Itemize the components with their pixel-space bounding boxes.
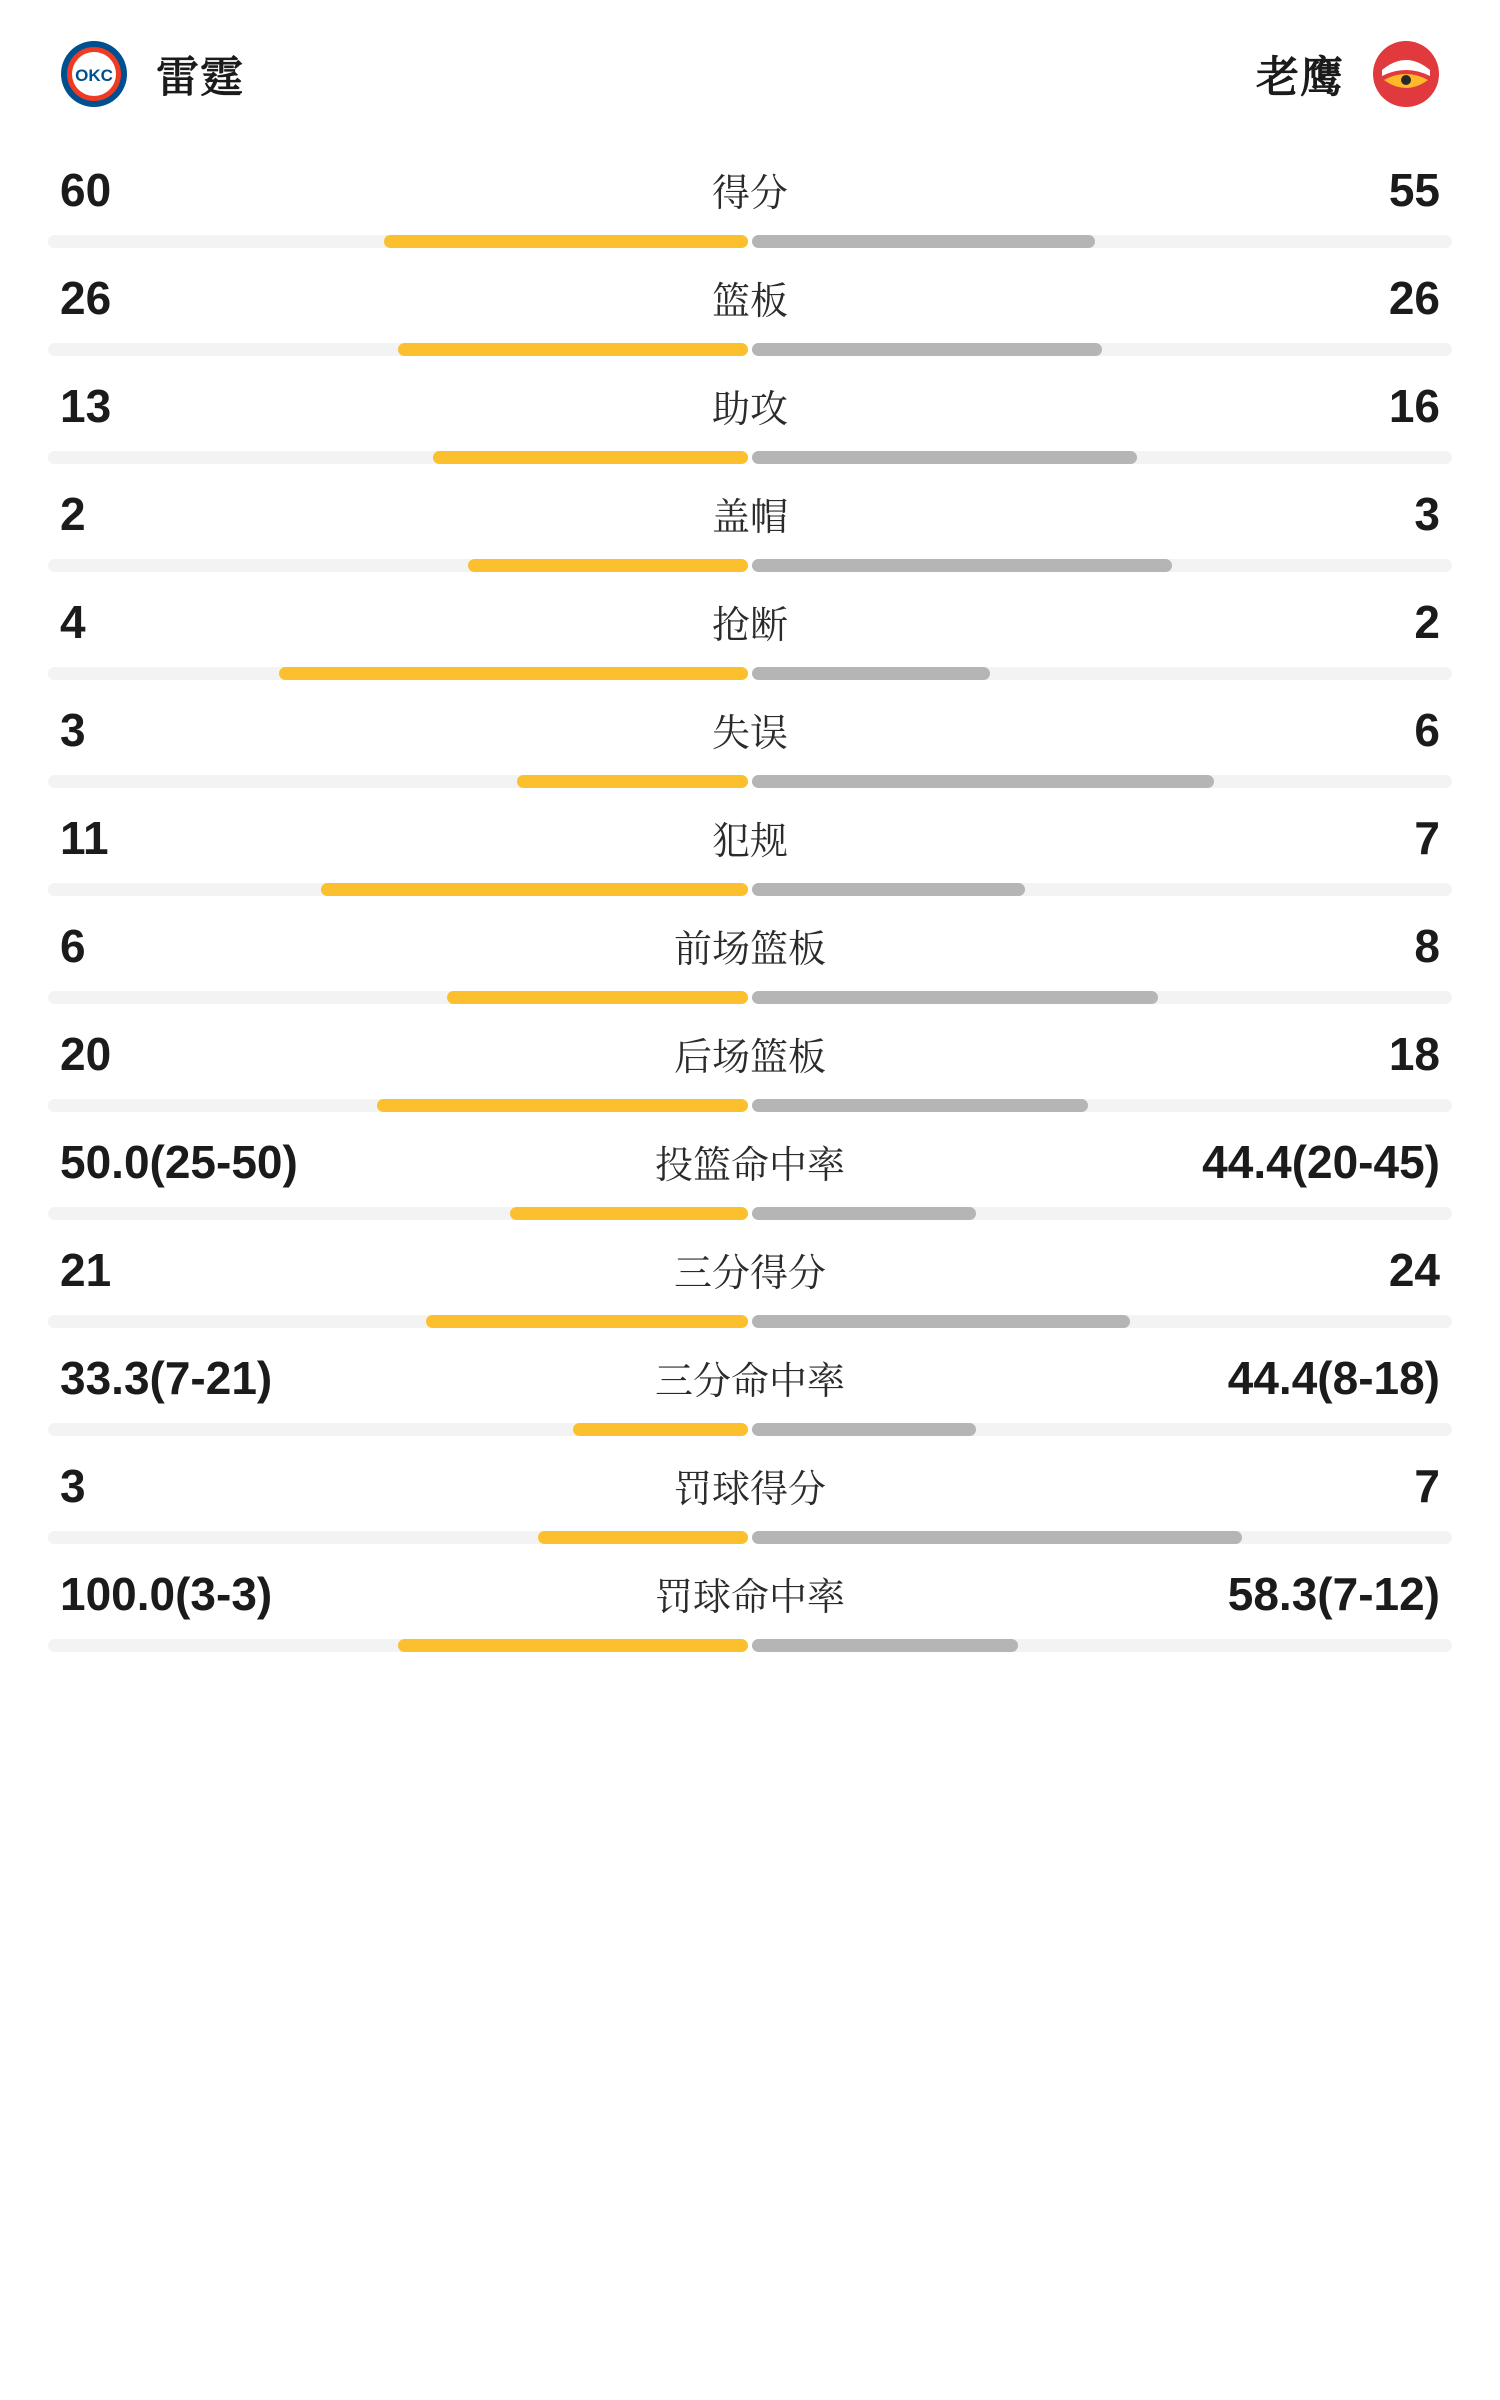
stat-label: 三分命中率	[654, 1361, 845, 1403]
stat-right-value: 24	[1388, 1244, 1440, 1296]
stat-values	[48, 918, 1452, 973]
stat-bars	[48, 343, 1452, 356]
stat-label: 罚球得分	[673, 1469, 826, 1511]
stat-values	[48, 162, 1452, 217]
stat-bar-fill-right	[752, 1639, 1018, 1652]
stat-values	[48, 1566, 1452, 1621]
stat-label: 失误	[711, 713, 788, 755]
stat-bar-fill-right	[752, 451, 1137, 464]
stat-right-value: 8	[1414, 920, 1440, 972]
stat-right-value: 26	[1388, 272, 1440, 324]
stat-bars	[48, 1207, 1452, 1220]
svg-text:OKC: OKC	[75, 66, 113, 85]
stat-label: 后场篮板	[673, 1037, 826, 1079]
stat-row	[48, 472, 1452, 580]
stat-bar-track-right	[752, 667, 1452, 680]
stat-bar-fill-right	[752, 991, 1158, 1004]
stat-rows	[48, 148, 1452, 1660]
stat-bar-track-left	[48, 343, 748, 356]
thunder-logo-icon	[60, 40, 128, 108]
stat-values	[48, 1026, 1452, 1081]
stat-bars	[48, 559, 1452, 572]
stat-bar-fill-left	[398, 343, 748, 356]
stat-bar-track-right	[752, 1531, 1452, 1544]
stat-bar-fill-right	[752, 775, 1214, 788]
stat-bar-fill-right	[752, 235, 1095, 248]
stat-bars	[48, 1639, 1452, 1652]
stat-left-value: 50.0(25-50)	[60, 1136, 298, 1188]
stat-bar-track-right	[752, 343, 1452, 356]
stat-left-value: 2	[60, 488, 86, 540]
stat-values	[48, 378, 1452, 433]
stat-bar-fill-right	[752, 1423, 976, 1436]
stat-left-value: 6	[60, 920, 86, 972]
stat-bar-fill-left	[377, 1099, 748, 1112]
stat-values	[48, 1134, 1452, 1189]
stat-left-value: 21	[60, 1244, 112, 1296]
stat-bar-track-right	[752, 1315, 1452, 1328]
stat-values	[48, 702, 1452, 757]
stat-bar-track-left	[48, 991, 748, 1004]
stat-bar-track-left	[48, 1315, 748, 1328]
stat-left-value: 26	[60, 272, 112, 324]
stat-bars	[48, 451, 1452, 464]
stat-bars	[48, 1531, 1452, 1544]
stat-left-value: 100.0(3-3)	[60, 1568, 273, 1620]
stat-bar-fill-left	[447, 991, 748, 1004]
stat-bars	[48, 235, 1452, 248]
stat-bar-track-left	[48, 667, 748, 680]
stat-bar-track-right	[752, 1423, 1452, 1436]
stat-row	[48, 364, 1452, 472]
stat-bar-track-right	[752, 559, 1452, 572]
stat-right-value: 7	[1414, 812, 1440, 864]
stat-right-value: 44.4(8-18)	[1227, 1352, 1440, 1404]
stat-label: 罚球命中率	[654, 1577, 845, 1619]
stat-bar-fill-left	[279, 667, 748, 680]
stat-bars	[48, 991, 1452, 1004]
stat-bar-fill-left	[573, 1423, 748, 1436]
team-right[interactable]	[1256, 40, 1440, 108]
stat-left-value: 33.3(7-21)	[60, 1352, 273, 1404]
stat-bars	[48, 667, 1452, 680]
stat-left-value: 13	[60, 380, 112, 432]
stat-right-value: 55	[1388, 164, 1440, 216]
stat-bar-track-right	[752, 1207, 1452, 1220]
team-left-name: 雷霆	[156, 53, 244, 102]
stat-row	[48, 580, 1452, 688]
stat-bar-track-left	[48, 235, 748, 248]
stat-values	[48, 270, 1452, 325]
stat-row	[48, 796, 1452, 904]
stat-bar-fill-right	[752, 1531, 1242, 1544]
stat-bar-track-left	[48, 1207, 748, 1220]
stat-bar-fill-right	[752, 667, 990, 680]
stat-bar-track-left	[48, 883, 748, 896]
stat-left-value: 3	[60, 1460, 86, 1512]
stat-row	[48, 1336, 1452, 1444]
stat-left-value: 20	[60, 1028, 112, 1080]
stat-bar-fill-right	[752, 1207, 976, 1220]
team-right-name: 老鹰	[1256, 53, 1344, 102]
stat-bar-track-right	[752, 775, 1452, 788]
stat-label: 助攻	[711, 389, 788, 431]
stat-label: 投篮命中率	[654, 1145, 845, 1187]
matchup-header	[48, 0, 1452, 148]
stat-row	[48, 1012, 1452, 1120]
stat-right-value: 58.3(7-12)	[1227, 1568, 1440, 1620]
stat-row	[48, 1444, 1452, 1552]
stat-values	[48, 594, 1452, 649]
stat-bars	[48, 883, 1452, 896]
stat-values	[48, 1350, 1452, 1405]
stat-row	[48, 904, 1452, 1012]
stat-bar-track-left	[48, 1531, 748, 1544]
stat-bar-fill-left	[538, 1531, 748, 1544]
stat-bar-fill-left	[433, 451, 748, 464]
stat-label: 得分	[711, 173, 788, 215]
stat-row	[48, 1120, 1452, 1228]
stat-row	[48, 148, 1452, 256]
stat-values	[48, 1458, 1452, 1513]
stat-row	[48, 1552, 1452, 1660]
stat-right-value: 3	[1414, 488, 1440, 540]
stat-bar-track-right	[752, 991, 1452, 1004]
stat-bar-track-right	[752, 235, 1452, 248]
stat-row	[48, 1228, 1452, 1336]
stat-bars	[48, 1099, 1452, 1112]
stat-bar-fill-left	[384, 235, 748, 248]
stat-left-value: 60	[60, 164, 112, 216]
stat-bar-fill-right	[752, 1315, 1130, 1328]
stat-bar-fill-left	[426, 1315, 748, 1328]
stat-bar-track-left	[48, 775, 748, 788]
stat-right-value: 18	[1388, 1028, 1440, 1080]
stat-bar-track-left	[48, 451, 748, 464]
stat-right-value: 7	[1414, 1460, 1440, 1512]
stat-values	[48, 486, 1452, 541]
stat-left-value: 4	[60, 596, 86, 648]
stat-bars	[48, 1423, 1452, 1436]
stat-bar-fill-left	[321, 883, 748, 896]
stat-row	[48, 256, 1452, 364]
stat-right-value: 2	[1414, 596, 1440, 648]
stat-left-value: 11	[60, 812, 109, 864]
stat-bar-fill-right	[752, 883, 1025, 896]
stat-row	[48, 688, 1452, 796]
stat-right-value: 16	[1388, 380, 1440, 432]
stat-left-value: 3	[60, 704, 86, 756]
stat-label: 盖帽	[711, 497, 788, 539]
stat-bar-track-right	[752, 883, 1452, 896]
hawks-logo-icon	[1372, 40, 1440, 108]
stat-bar-fill-left	[398, 1639, 748, 1652]
stat-label: 前场篮板	[673, 929, 826, 971]
stat-bar-fill-left	[468, 559, 748, 572]
stat-bar-track-left	[48, 1099, 748, 1112]
stat-bar-track-left	[48, 559, 748, 572]
stat-label: 篮板	[711, 281, 788, 323]
stat-bar-fill-left	[517, 775, 748, 788]
stat-bar-track-right	[752, 1639, 1452, 1652]
stat-bar-fill-right	[752, 343, 1102, 356]
stat-label: 犯规	[711, 821, 788, 863]
stat-bar-track-left	[48, 1639, 748, 1652]
stat-bar-fill-right	[752, 559, 1172, 572]
stat-values	[48, 810, 1452, 865]
stat-bar-track-right	[752, 451, 1452, 464]
stat-bar-track-right	[752, 1099, 1452, 1112]
stat-label: 抢断	[711, 605, 788, 647]
stat-bar-fill-left	[510, 1207, 748, 1220]
stat-bar-track-left	[48, 1423, 748, 1436]
stat-right-value: 6	[1414, 704, 1440, 756]
stat-bar-fill-right	[752, 1099, 1088, 1112]
stat-values	[48, 1242, 1452, 1297]
stat-right-value: 44.4(20-45)	[1202, 1136, 1440, 1188]
stat-bars	[48, 775, 1452, 788]
stat-label: 三分得分	[673, 1253, 826, 1295]
team-left[interactable]	[60, 40, 244, 108]
stat-bars	[48, 1315, 1452, 1328]
